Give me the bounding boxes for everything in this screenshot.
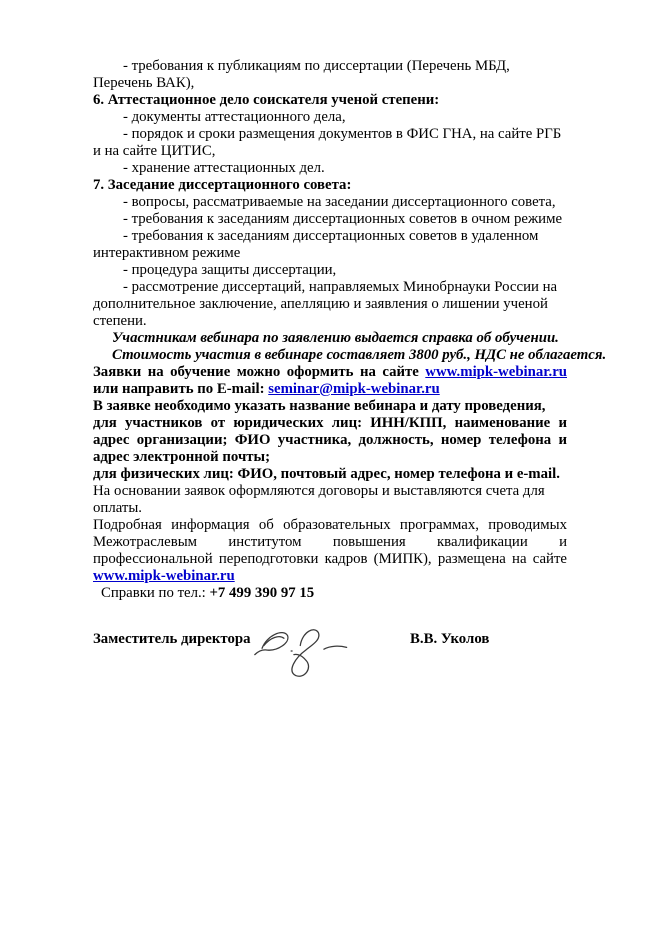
list-item: - рассмотрение диссертаций, направляемых Минобрнауки России на дополнительное заключение, апелляцию и заявления о лишении ученой степени. (93, 279, 558, 329)
individuals-requirements: для физических лиц: ФИО, почтовый адрес, номер телефона и e-mail. (93, 466, 560, 482)
section-7-heading: 7. Заседание диссертационного совета: (93, 177, 352, 193)
application-intro-text: Заявки на обучение можно оформить на сайте (93, 364, 426, 380)
application-paragraph (93, 364, 567, 398)
phone-number: +7 499 390 97 15 (209, 585, 315, 601)
list-item: - процедура защиты диссертации, (123, 262, 337, 278)
note-price: Стоимость участия в вебинаре составляет 3800 руб., НДС не облагается. (112, 347, 607, 363)
note-certificate: Участникам вебинара по заявлению выдается справка об обучении. (112, 330, 559, 346)
list-item: - хранение аттестационных дел. (123, 160, 325, 176)
list-item-publications: - требования к публикациям по диссертации (Перечень МБД, Перечень ВАК), (93, 58, 510, 91)
info-paragraph (93, 517, 567, 585)
list-item: - вопросы, рассматриваемые на заседании диссертационного совета, (123, 194, 556, 210)
list-item: - требования к заседаниям диссертационных советов в очном режиме (123, 211, 563, 227)
site-link[interactable]: www.mipk-webinar.ru (425, 364, 567, 380)
application-or-email-text: или направить по E-mail: (93, 381, 269, 397)
document-body (93, 58, 607, 691)
contracts-text: На основании заявок оформляются договоры и выставляются счета для оплаты. (93, 483, 545, 516)
legal-entities-requirements: для участников от юридических лиц: ИНН/КПП, наименование и адрес организации; ФИО участника, должность, номер телефона и адрес электронной почты; (93, 415, 567, 465)
signer-position: Заместитель директора (93, 631, 251, 647)
email-link[interactable]: seminar@mipk-webinar.ru (268, 381, 440, 397)
list-item: - порядок и сроки размещения документов в ФИС ГНА, на сайте РГБ и на сайте ЦИТИС, (93, 126, 562, 159)
requirements-intro: В заявке необходимо указать название вебинара и дату проведения, (93, 398, 546, 414)
list-item: - документы аттестационного дела, (123, 109, 346, 125)
phone-label: Справки по тел.: (101, 585, 210, 601)
info-text: Подробная информация об образовательных программах, проводимых Межотраслевым институтом повышения квалификации и профессиональной переподготовки кадров (МИПК), размещена на сайте (93, 517, 567, 567)
signer-name: В.В. Уколов (410, 631, 490, 647)
phone-line (93, 585, 567, 602)
site-link-footer[interactable]: www.mipk-webinar.ru (93, 568, 235, 584)
signature-block (93, 631, 567, 691)
list-item: - требования к заседаниям диссертационных советов в удаленном интерактивном режиме (93, 228, 539, 261)
section-6-heading: 6. Аттестационное дело соискателя ученой степени: (93, 92, 440, 108)
signature-scribble-icon (253, 623, 353, 679)
